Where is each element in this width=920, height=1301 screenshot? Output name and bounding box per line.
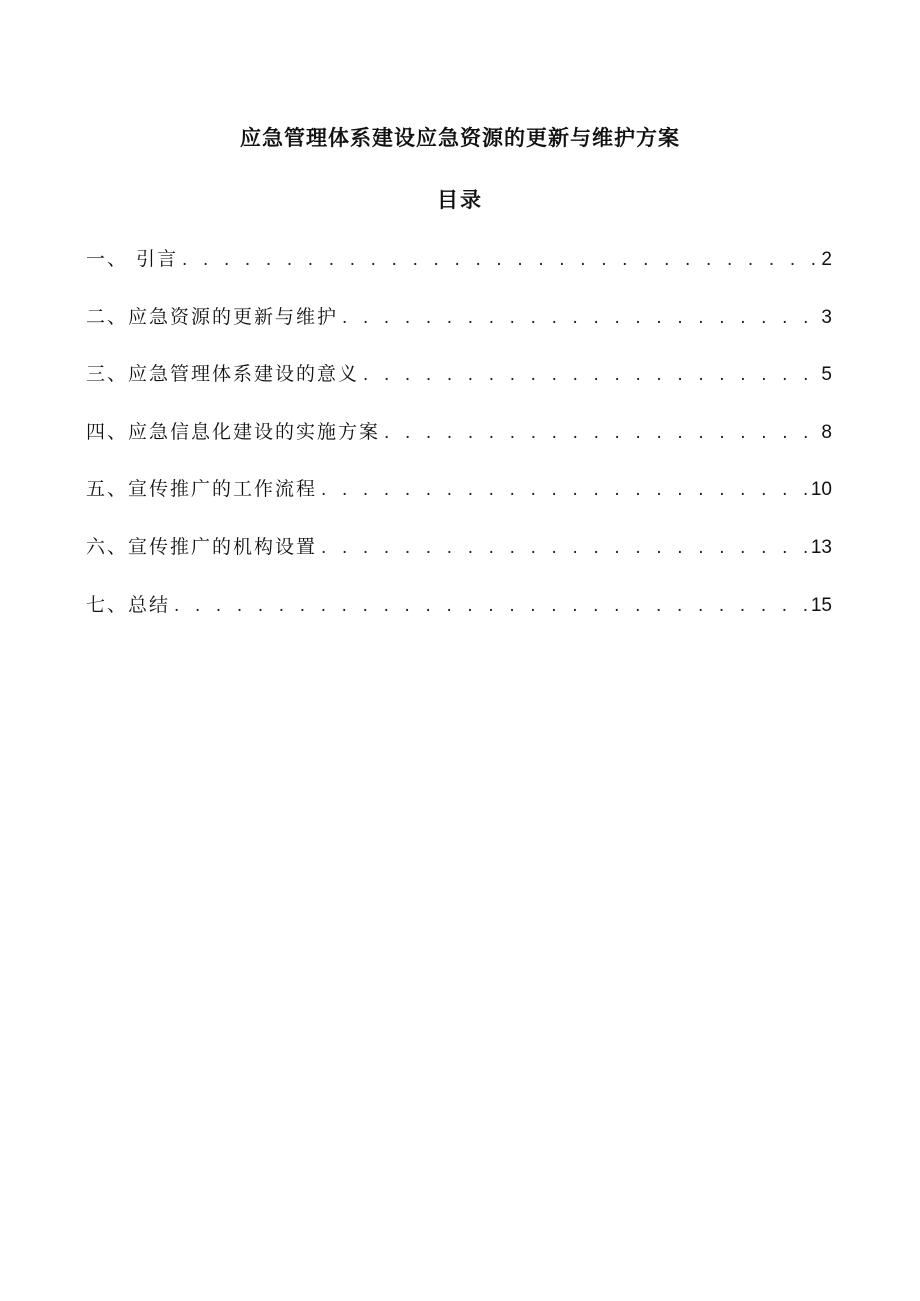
- toc-entry-label: 一、 引言: [86, 248, 179, 270]
- toc-dot-leader: [182, 249, 817, 271]
- toc-entry-label: 二、应急资源的更新与维护: [86, 305, 339, 328]
- toc-dot-leader: [363, 364, 817, 386]
- toc-page-number: 2: [821, 249, 832, 270]
- toc-page-number: 13: [810, 536, 832, 558]
- toc-entry-resource-update[interactable]: [86, 302, 832, 360]
- toc-heading: 目录: [437, 188, 483, 212]
- toc-dot-leader: [342, 307, 817, 329]
- toc-entry-summary[interactable]: [86, 590, 832, 648]
- toc-dot-leader: [321, 537, 807, 559]
- toc-page-number: 10: [810, 479, 832, 501]
- toc-entry-significance[interactable]: [86, 359, 832, 417]
- toc-entry-label: 七、总结: [86, 593, 171, 616]
- toc-entry-label: 四、应急信息化建设的实施方案: [86, 420, 381, 443]
- toc-page-number: 15: [810, 594, 832, 616]
- toc-entry-label: 六、宣传推广的机构设置: [86, 535, 318, 558]
- toc-entry-promotion-organization[interactable]: [86, 532, 832, 590]
- toc-entry-informatization-plan[interactable]: [86, 417, 832, 475]
- toc-dot-leader: [384, 422, 817, 444]
- table-of-contents: [86, 244, 832, 647]
- document-title: 应急管理体系建设应急资源的更新与维护方案: [240, 126, 680, 150]
- toc-entry-label: 三、应急管理体系建设的意义: [86, 363, 360, 386]
- toc-dot-leader: [174, 595, 807, 617]
- toc-entry-introduction[interactable]: [86, 244, 832, 302]
- toc-page-number: 5: [821, 364, 832, 386]
- toc-page-number: 8: [821, 421, 832, 443]
- toc-entry-label: 五、宣传推广的工作流程: [86, 478, 318, 501]
- toc-entry-promotion-workflow[interactable]: [86, 474, 832, 532]
- toc-page-number: 3: [821, 306, 832, 328]
- toc-dot-leader: [321, 479, 807, 501]
